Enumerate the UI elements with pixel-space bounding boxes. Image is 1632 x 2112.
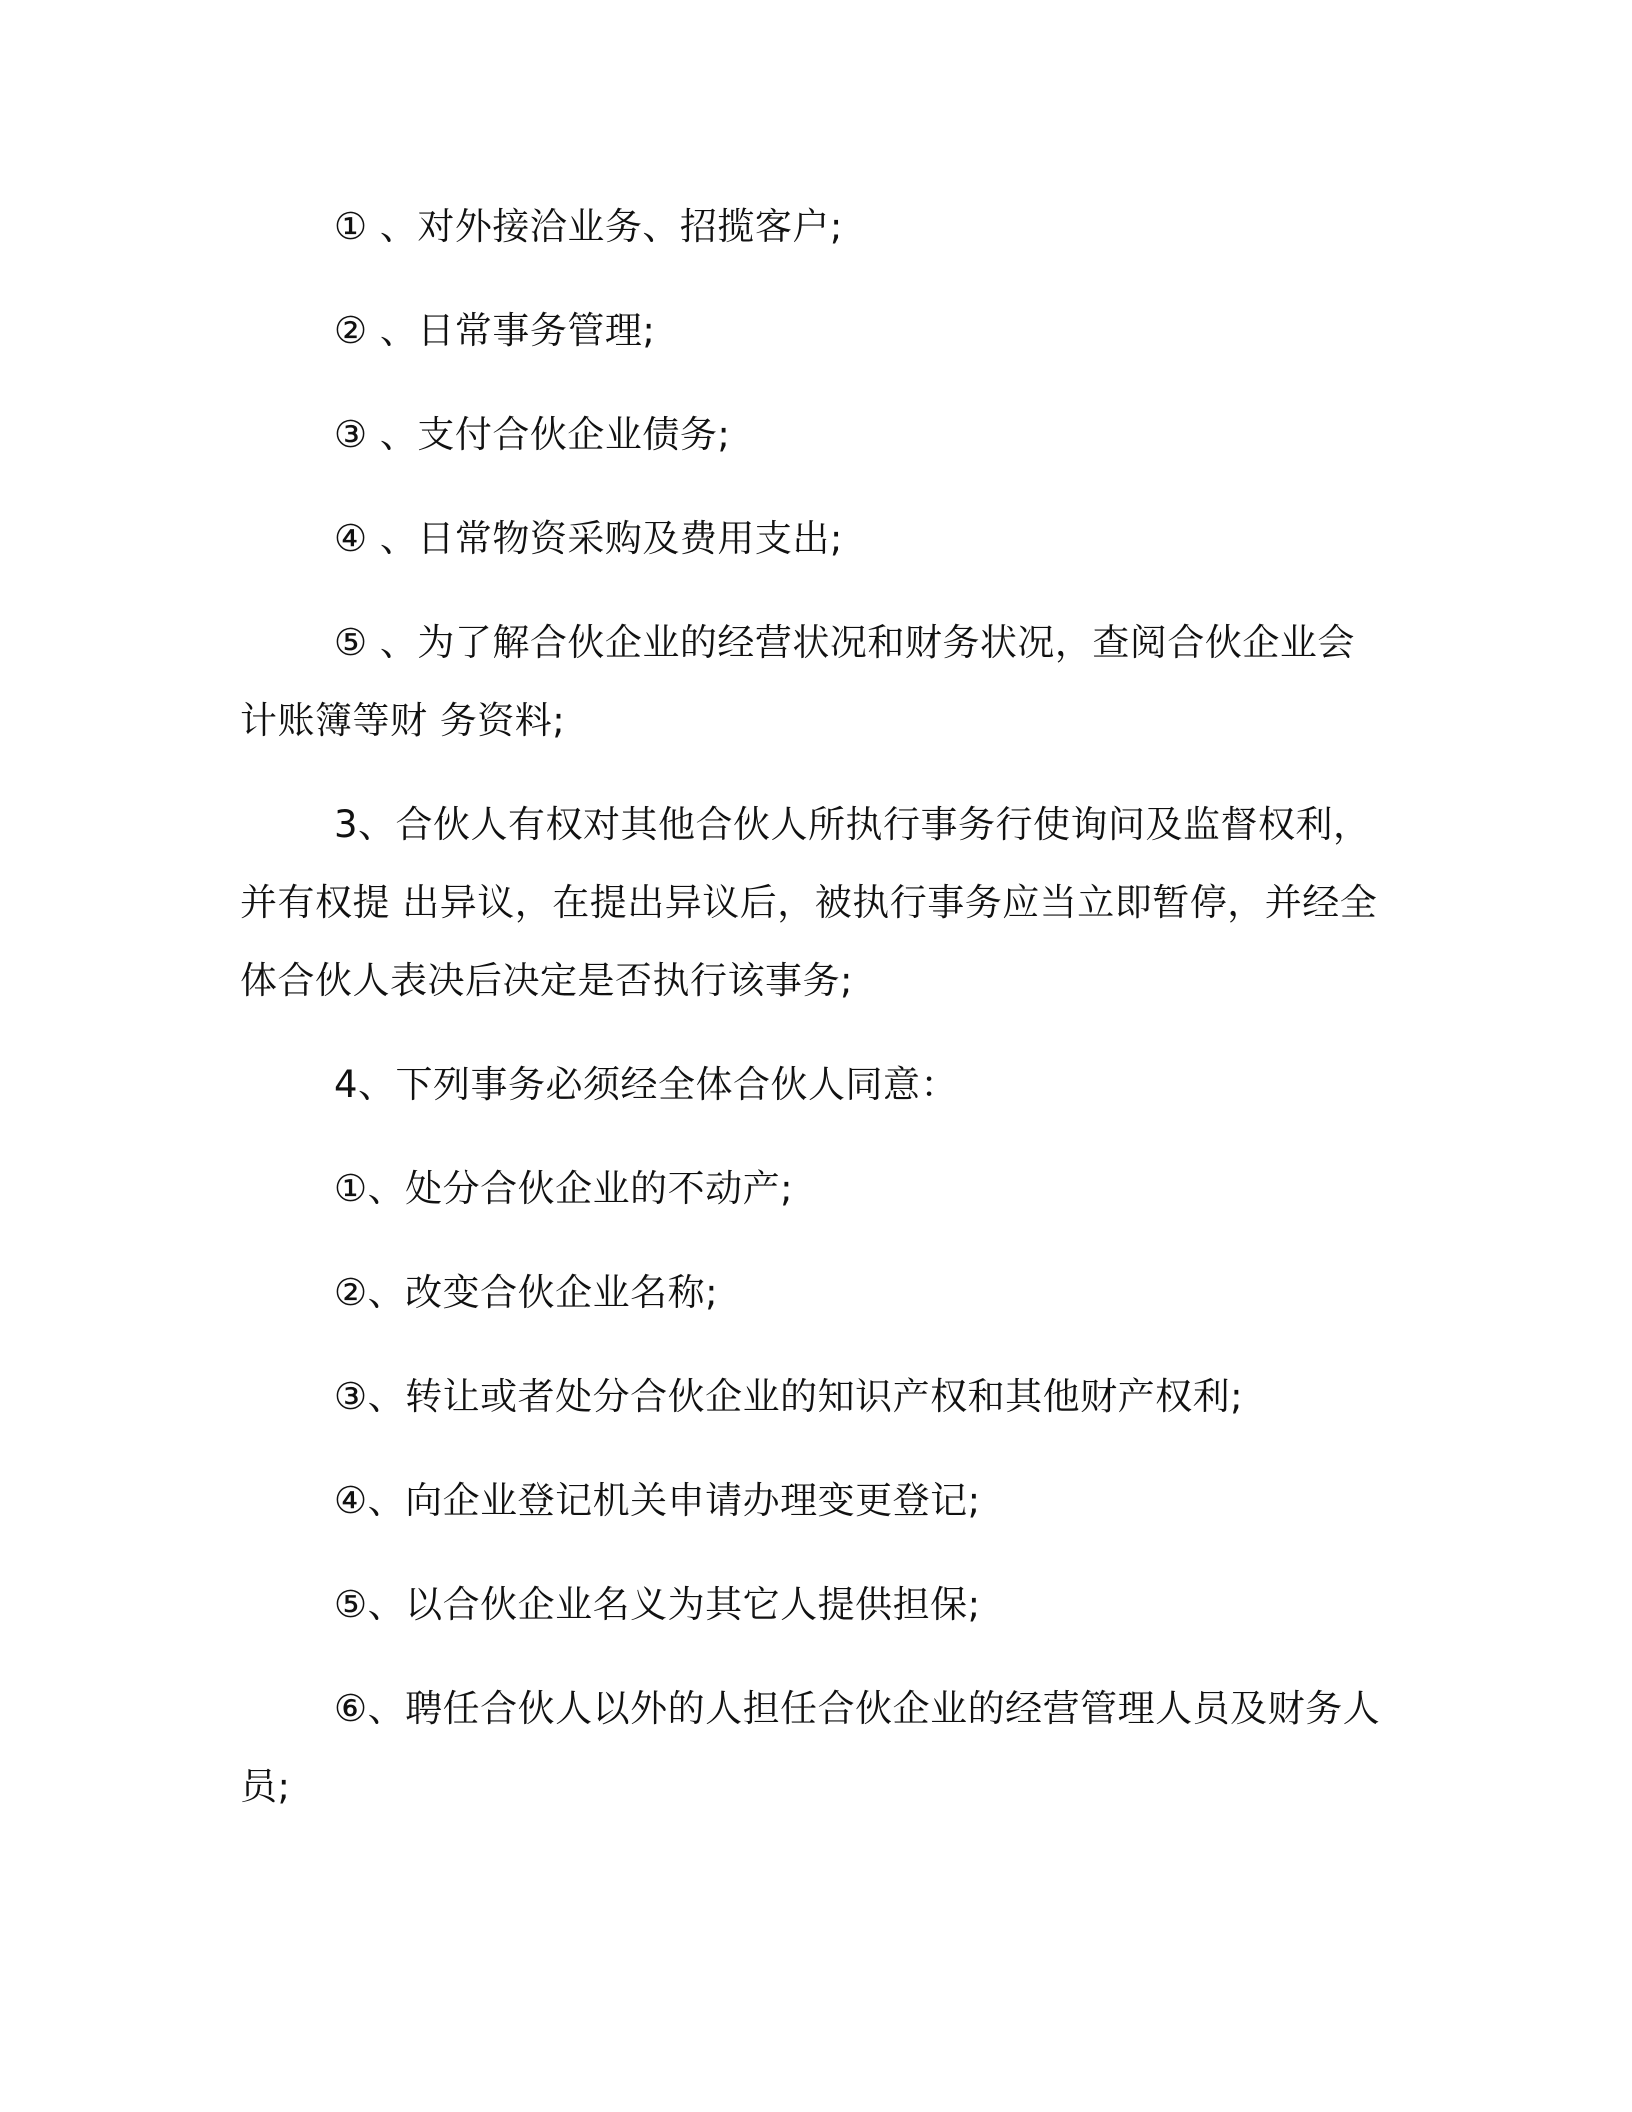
clause-4-heading: 4、下列事务必须经全体合伙人同意： <box>334 1063 959 1106</box>
list-item-duties-1: ① 、对外接洽业务、招揽客户; <box>334 205 843 248</box>
list-item-consent-3: ③、转让或者处分合伙企业的知识产权和其他财产权利; <box>334 1375 1244 1418</box>
list-item-duties-2: ② 、日常事务管理; <box>334 309 656 352</box>
list-item-consent-1: ①、处分合伙企业的不动产; <box>334 1167 794 1210</box>
list-item-duties-3: ③ 、支付合伙企业债务; <box>334 413 731 456</box>
list-item-consent-5: ⑤、以合伙企业名义为其它人提供担保; <box>334 1583 981 1626</box>
list-item-consent-2: ②、改变合伙企业名称; <box>334 1271 719 1314</box>
list-item-consent-6: ⑥、聘任合伙人以外的人担任合伙企业的经营管理人员及财务人员; <box>240 1687 1381 1808</box>
list-item-duties-4: ④ 、日常物资采购及费用支出; <box>334 517 843 560</box>
document-body <box>240 188 1392 1852</box>
clause-3-paragraph: 3、合伙人有权对其他合伙人所执行事务行使询问及监督权利，并有权提 出异议，在提出异议后，被执行事务应当立即暂停，并经全体合伙人表决后决定是否执行该事务; <box>240 803 1378 1002</box>
list-item-duties-5: ⑤ 、为了解合伙企业的经营状况和财务状况，查阅合伙企业会计账簿等财 务资料; <box>240 621 1355 742</box>
list-item-consent-4: ④、向企业登记机关申请办理变更登记; <box>334 1479 981 1522</box>
